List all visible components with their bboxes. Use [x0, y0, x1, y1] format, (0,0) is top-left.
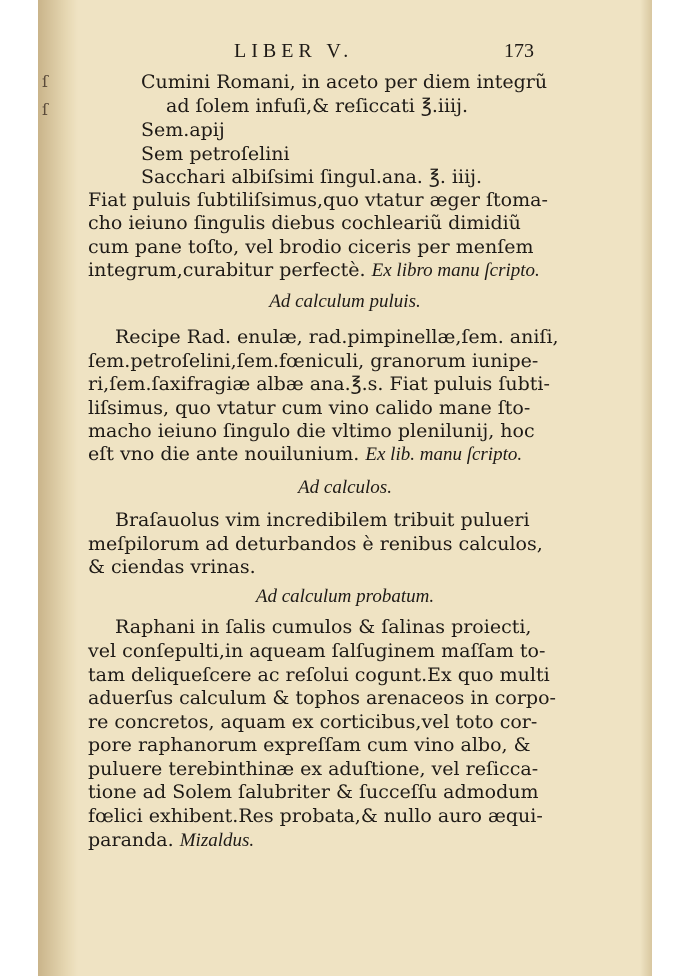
- line-text: eſt vno die ante nouilunium.: [88, 443, 360, 465]
- text-line: Recipe Rad. enulæ, rad.pimpinellæ,ſem. aniſi,: [115, 326, 559, 348]
- text-line: pore raphanorum expreſſam cum vino albo, &: [88, 734, 531, 756]
- text-line: ſem.petroſelini,ſem.fœniculi, granorum iunipe-: [88, 350, 539, 372]
- margin-mark: ſ: [42, 100, 48, 119]
- text-line: puluere terebinthinæ ex aduſtione, vel reſicca-: [88, 758, 539, 780]
- text-line: tione ad Solem ſalubriter & ſucceſſu admodum: [88, 781, 539, 803]
- text-line: Sacchari albiſsimi ſingul.ana. ℥. iiij.: [141, 166, 483, 188]
- text-line: [88, 443, 522, 466]
- source-citation: Ex lib. manu ſcripto.: [365, 444, 523, 465]
- text-line: ri,ſem.ſaxifragiæ albæ ana.℥.s. Fiat puluis ſubti-: [88, 373, 550, 395]
- text-line: liſsimus, quo vtatur cum vino calido mane ſto-: [88, 397, 531, 419]
- text-line: Fiat puluis ſubtiliſsimus,quo vtatur æger ſtoma-: [88, 189, 548, 211]
- book-page: [38, 0, 652, 976]
- page-number: 173: [504, 40, 534, 62]
- text-line: Braſauolus vim incredibilem tribuit pulueri: [115, 509, 530, 531]
- section-heading: Ad calculum puluis.: [269, 291, 421, 312]
- section-heading: Ad calculum probatum.: [255, 586, 435, 607]
- text-line: & ciendas vrinas.: [88, 556, 256, 578]
- text-line: ad ſolem infuſi,& reſiccati ℥.iiij.: [166, 95, 469, 117]
- text-line: Sem.apij: [141, 119, 225, 141]
- text-line: vel conſepulti,in aqueam ſalſuginem maſſam to-: [88, 640, 546, 662]
- margin-mark: ſ: [42, 72, 48, 91]
- text-line: Cumini Romani, in aceto per diem integrũ: [141, 71, 548, 93]
- text-line: fœlici exhibent.Res probata,& nullo auro æqui-: [88, 805, 543, 827]
- text-line: [88, 829, 254, 852]
- section-heading: Ad calculos.: [298, 477, 392, 498]
- text-line: meſpilorum ad deturbandos è renibus calculos,: [88, 533, 543, 555]
- text-line: cum pane toſto, vel brodio ciceris per menſem: [88, 236, 534, 258]
- text-line: [88, 259, 540, 282]
- text-line: Raphani in ſalis cumulos & ſalinas proiecti,: [115, 616, 532, 638]
- text-line: re concretos, aquam ex corticibus,vel toto cor-: [88, 711, 538, 733]
- running-title: LIBER V.: [234, 40, 354, 62]
- text-line: cho ieiuno ſingulis diebus cochleariũ dimidiũ: [88, 212, 521, 234]
- line-text: integrum,curabitur perfectè.: [88, 259, 366, 281]
- text-line: Sem petroſelini: [141, 143, 290, 165]
- line-text: paranda.: [88, 829, 174, 851]
- text-line: tam deliqueſcere ac reſolui cogunt.Ex quo multi: [88, 664, 550, 686]
- text-line: aduerſus calculum & tophos arenaceos in corpo-: [88, 687, 556, 709]
- source-citation: Mizaldus.: [179, 830, 255, 851]
- source-citation: Ex libro manu ſcripto.: [371, 260, 540, 281]
- text-line: macho ieiuno ſingulo die vltimo plenilunij, hoc: [88, 420, 535, 442]
